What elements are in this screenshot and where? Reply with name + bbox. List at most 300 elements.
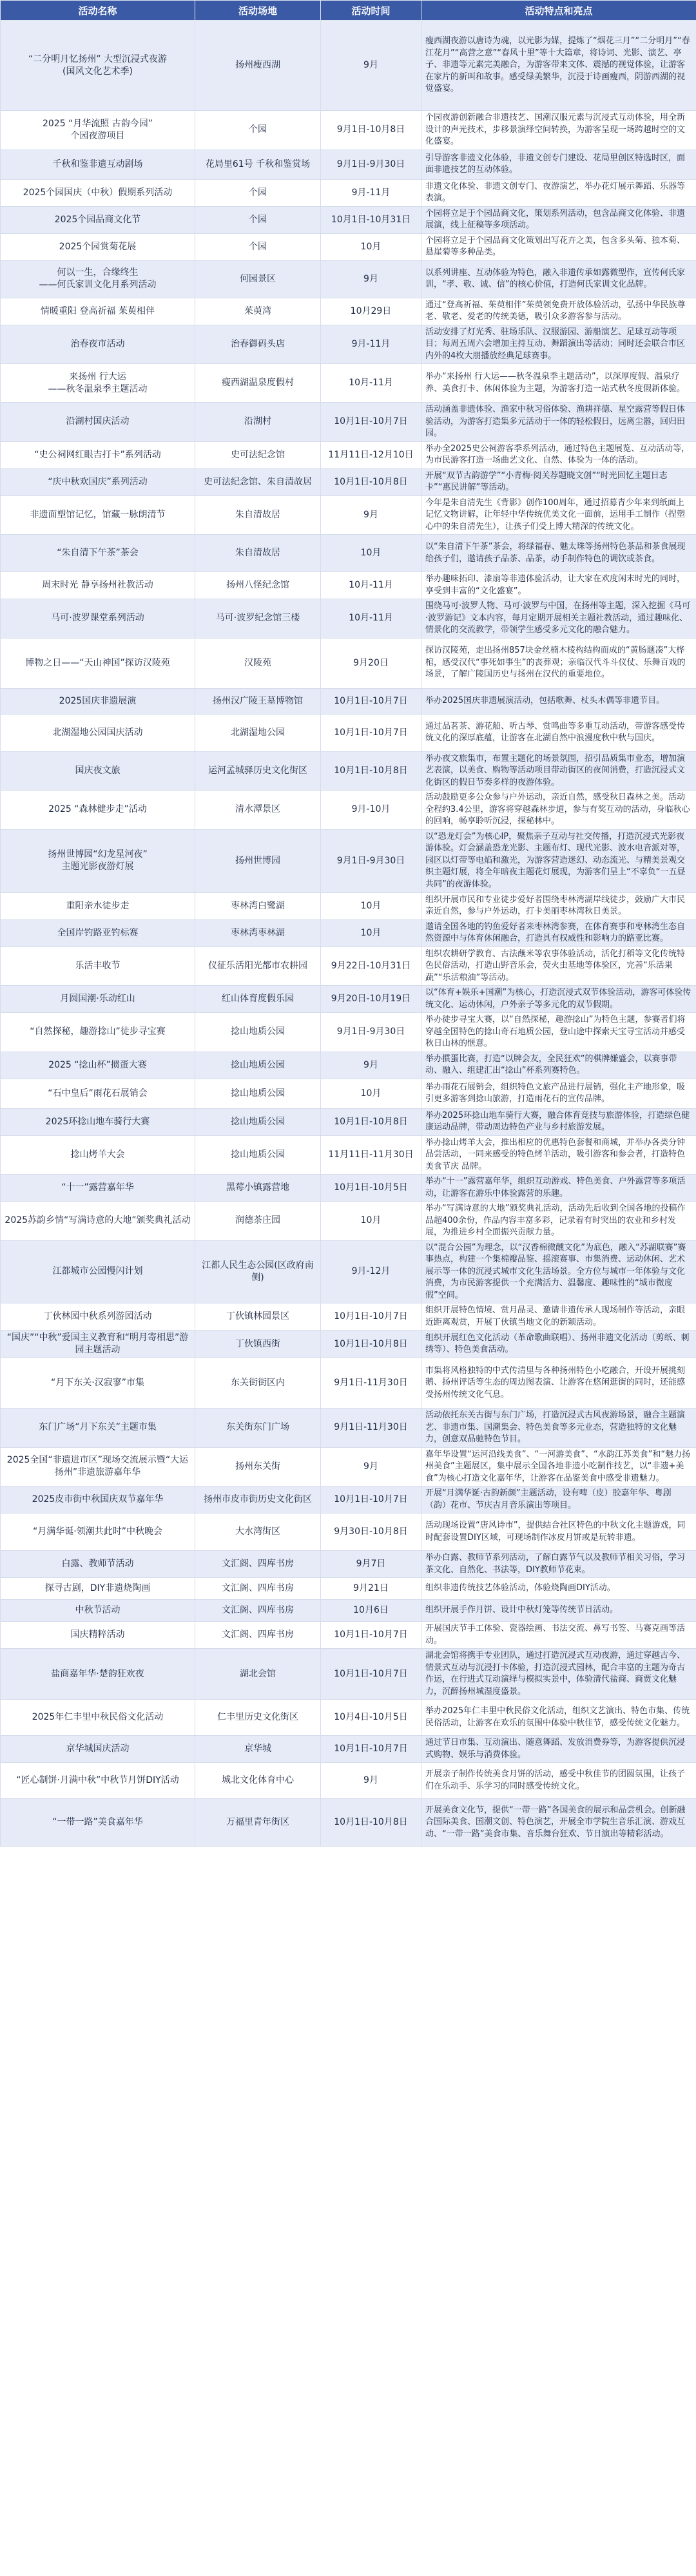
activity-time: 9月1日-11月30日 — [321, 1408, 421, 1448]
activity-name-cell — [1, 21, 195, 111]
activity-venue: 捻山地质公园 — [195, 1108, 321, 1135]
activity-time: 10月 — [321, 919, 421, 947]
activity-name: 国庆精粹活动 — [70, 1629, 125, 1640]
activity-name-cell — [1, 892, 195, 919]
activity-name-cell — [1, 1578, 195, 1600]
activity-time: 11月11日-12月10日 — [321, 441, 421, 468]
table-row — [1, 1052, 696, 1079]
activity-highlights: 活动依托东关古街与东门广场，打造沉浸式古风夜游场景，融合主题演艺、非遗市集、国潮集会、特色美食等多元业态，营造独特的文化魅力，创意双品驰特色节目。 — [421, 1408, 696, 1448]
activity-venue: 扬州市皮市街历史文化街区 — [195, 1486, 321, 1514]
table-row — [1, 892, 696, 919]
activity-name: 2025苏韵乡情“写满诗意的大地”颁奖典礼活动 — [5, 1215, 191, 1226]
table-row — [1, 206, 696, 233]
activity-highlights: 非遗文化体验、非遗文创专门、夜游演艺，举办花灯展示舞蹈、乐器等表演。 — [421, 179, 696, 206]
table-row — [1, 441, 696, 468]
table-row — [1, 495, 696, 535]
activity-highlights: 探访汉陵苑，走出扬州857块金丝楠木棱构结构而成的“黄肠题凑”大桦棺，感受汉代“事死如事生”的丧葬观；亲临汉代斗斗仪仗、乐舞百戏的场景，了解广陵国历史与扬州在汉代的重要地位。 — [421, 638, 696, 688]
activity-name-cell — [1, 1331, 195, 1358]
activity-highlights: 市集将风格独特的中式传清里与各种扬州特色小吃融合，开设开展挑刻鹅、扬州评话等生态的周边图表演、让游客在悠闲逛街的同时，还能感受扬州传统文化气息。 — [421, 1358, 696, 1408]
activity-time: 9月20日 — [321, 638, 421, 688]
activity-highlights: 开展“双节古韵游学”“小青梅·阅关荐题晓文创”“时光回忆主题日志卡”“惠民讲解”等活动。 — [421, 468, 696, 495]
activity-name: “史公祠网红眼吉打卡”系列活动 — [34, 449, 161, 460]
activity-name-cell — [1, 986, 195, 1013]
table-row — [1, 325, 696, 364]
activity-highlights: 通过品茗茶、游花船、听古琴、赏鸣曲等多重互动活动，带游客感受传统文化的深厚底蕴，让游客在北湖自然中浪漫度秋中秋与国庆。 — [421, 714, 696, 751]
activity-name: “国庆”“中秋”爱国主义教育和“明月寄相思”游园主题活动 — [6, 1332, 189, 1355]
activity-venue: 润德茶庄园 — [195, 1202, 321, 1241]
activity-name-cell — [1, 1202, 195, 1241]
activity-highlights: 活动涵盖非遗体验、渔家中秋习俗体验、渔耕祥德、星空露营等假日体验活动，为游客打造集多元活动于一体的轻松假日，远离尘嚣，回归田园。 — [421, 403, 696, 442]
table-row — [1, 947, 696, 986]
activity-time: 9月-11月 — [321, 179, 421, 206]
table-row — [1, 1514, 696, 1551]
table-row — [1, 1303, 696, 1331]
table-row — [1, 1108, 696, 1135]
activity-highlights: 引导游客非遗文化体验，非遗文创专门建设、花局里创区特选时区，面面非遗技艺的互动体验。 — [421, 149, 696, 179]
table-row — [1, 1175, 696, 1202]
activity-venue: 文汇阁、四库书房 — [195, 1600, 321, 1622]
activity-name-cell — [1, 441, 195, 468]
activity-highlights: 组织开展红色文化活动（革命歌曲联唱）、扬州非遗文化活动（剪纸、刺绣等）、特色美食活动。 — [421, 1331, 696, 1358]
activity-name: 2025年仁丰里中秋民俗文化活动 — [32, 1712, 164, 1722]
activity-venue: 个园 — [195, 233, 321, 260]
activity-highlights: 个园夜游创新融合非遗技艺、国潮汉服元素与沉浸式互动体验，用全新设计的声光技术，步移景演绎空间转换，为游客呈现一场跨越时空的文化盛宴。 — [421, 111, 696, 150]
activity-name: 国庆夜文旅 — [75, 765, 121, 776]
activity-name-cell — [1, 1799, 195, 1847]
activity-name: 2025全国“非遗进市区”现场交流展示暨“大运扬州”非遗旅游嘉年华 — [6, 1455, 189, 1478]
activity-name: “十一”露营嘉年华 — [61, 1182, 134, 1193]
activity-name-cell — [1, 364, 195, 403]
activity-name: 2025个园赏菊花展 — [59, 241, 137, 252]
activity-time: 9月 — [321, 260, 421, 298]
activity-highlights: 以系列讲座、互动体验为特色，融入非遗传承如露微型作，宣传何氏家训，“孝、敬、诚、信”的核心价值，打造何氏家训文化品牌。 — [421, 260, 696, 298]
activity-time: 9月 — [321, 1763, 421, 1799]
activity-time: 9月-11月 — [321, 325, 421, 364]
activity-time: 9月 — [321, 1447, 421, 1486]
activity-highlights: 组织非遗传统技艺体验活动，体验烧陶画DIY活动。 — [421, 1578, 696, 1600]
header-activity-name: 活动名称 — [1, 1, 195, 21]
activity-name: 来扬州 行大运 — [69, 371, 126, 382]
table-row — [1, 468, 696, 495]
activity-venue: 朱自清故居 — [195, 495, 321, 535]
activity-time: 9月21日 — [321, 1578, 421, 1600]
activity-venue: 仁丰里历史文化街区 — [195, 1700, 321, 1736]
activity-name-cell — [1, 1649, 195, 1700]
activity-time: 10月1日-10月8日 — [321, 1108, 421, 1135]
activity-highlights: 活动安排了灯光秀、驻场乐队、汉服游园、游船演艺、足球互动等项目；每周五周六会增加主持互动、舞蹈演出等活动；同时还会联合市区内外的4枚大朋播放经典足球赛事。 — [421, 325, 696, 364]
activity-venue: 红山体育度假乐园 — [195, 986, 321, 1013]
table-row — [1, 714, 696, 751]
activity-venue: 东关街街区内 — [195, 1358, 321, 1408]
activity-venue: 京华城 — [195, 1736, 321, 1763]
activity-highlights: 举办“来扬州 行大运——秋冬温泉季主题活动”，以深厚度假、温泉疗养、美食打卡、休闲体验为主题，为游客打造一站式秋冬度假新体验。 — [421, 364, 696, 403]
activity-name-cell — [1, 1736, 195, 1763]
activity-name: “庆中秋欢国庆”系列活动 — [48, 476, 148, 487]
activity-venue: 花局里61号 千秋和鉴赏场 — [195, 149, 321, 179]
activity-name-cell — [1, 1240, 195, 1303]
activity-name: 月圆国潮·乐动红山 — [60, 994, 135, 1004]
activity-venue: 何园景区 — [195, 260, 321, 298]
activity-name: 东门广场“月下东关”主题市集 — [39, 1422, 157, 1433]
table-row — [1, 1736, 696, 1763]
activity-time: 9月1日-9月30日 — [321, 1013, 421, 1052]
activity-name: (国风文化艺术季) — [63, 66, 133, 77]
activity-name: 马可·波罗课堂系列活动 — [51, 613, 144, 624]
activity-name: ——秋冬温泉季主题活动 — [48, 383, 148, 394]
table-row — [1, 1358, 696, 1408]
activity-time: 11月11日-11月30日 — [321, 1135, 421, 1175]
table-row — [1, 298, 696, 325]
activity-venue: 捻山地质公园 — [195, 1052, 321, 1079]
table-row — [1, 1763, 696, 1799]
activity-highlights: 以“体育+娱乐+国潮”为核心，打造沉浸式双节体验活动，游客可体验传统文化、运动休闲，户外亲子等多元化的双节假期。 — [421, 986, 696, 1013]
activity-highlights: 举办捻山烤羊大会，推出相应的优惠特色套餐和商城，并举办各类分钟品尝活动，一同来感受的特色烤羊活动，吸引游客和参会者，打造特色美食节庆 品牌。 — [421, 1135, 696, 1175]
activity-highlights: 开展“月满华诞·古韵新颜”主题活动，设有啤（皮）胶嘉年华、粤剧（韵）花市、节庆吉月音乐演出等项目。 — [421, 1486, 696, 1514]
activity-name: 江都城市公园慢闪计划 — [52, 1266, 143, 1277]
activity-time: 10月1日-10月7日 — [321, 1649, 421, 1700]
activity-highlights: 举办白露、教师节系列活动，了解白露节气以及教师节相关习俗，学习茶文化、自然化、书法等，DIY教师节花束。 — [421, 1551, 696, 1578]
activity-name: 2025 “月华流照 古韵今园” — [42, 118, 153, 129]
activity-time: 9月 — [321, 21, 421, 111]
activity-highlights: 举办掼蛋比赛，打造“以牌会友，全民狂欢”的棋牌嫌盛会，以赛事带动、融入、组建汇出“捻山”杯系列赛特色。 — [421, 1052, 696, 1079]
activity-time: 9月 — [321, 495, 421, 535]
activity-highlights: 通过“登高祈福、茱萸相伴”茱萸领免费开放体验活动，弘扬中华民族尊老、敬老、爱老的传统美德，吸引众多游客参与活动。 — [421, 298, 696, 325]
activity-highlights: 组织农耕研学教育、古法蘸米等农事体验活动，活化打稻等文化传统特色民俗活动，打造山野音乐会，荧火虫基地等体验区，完善“乐活果蔬”“乐活粮油”等活动。 — [421, 947, 696, 986]
header-venue: 活动场地 — [195, 1, 321, 21]
table-row — [1, 1622, 696, 1649]
activity-venue: 茱萸湾 — [195, 298, 321, 325]
activity-time: 9月1日-9月30日 — [321, 149, 421, 179]
activity-highlights: 个园将立足于个园品商文化，策划系列活动，包含品商文化体验、非遗展演，线上征稿等多项活动。 — [421, 206, 696, 233]
activity-venue: 扬州八怪纪念馆 — [195, 572, 321, 599]
activity-name-cell — [1, 947, 195, 986]
activity-venue: 治春御码头店 — [195, 325, 321, 364]
table-row — [1, 919, 696, 947]
table-row — [1, 1551, 696, 1578]
activity-name-cell — [1, 638, 195, 688]
table-row — [1, 149, 696, 179]
activity-name: “朱自清下午茶”茶会 — [57, 548, 139, 558]
activity-highlights: 开展亲子制作传统美食月饼的活动，感受中秋佳节的团圆氛围，让孩子们在乐动手、乐学习的同时感受传统文化。 — [421, 1763, 696, 1799]
activity-name-cell — [1, 919, 195, 947]
table-row — [1, 1486, 696, 1514]
activity-time: 10月-11月 — [321, 599, 421, 639]
table-row — [1, 1079, 696, 1108]
activity-name: 治春夜市活动 — [70, 338, 125, 349]
table-row — [1, 791, 696, 830]
activity-name-cell — [1, 1079, 195, 1108]
activity-venue: 史可法纪念馆、朱自清故居 — [195, 468, 321, 495]
activity-venue: 丁伙镇林园景区 — [195, 1303, 321, 1331]
activity-highlights: 瘦西湖夜游以唐诗为魂，以光影为媒，提炼了“烟花三月”“二分明月”“春江花月”“高营之意”“春风十里”等十大篇章，将诗词、光影、演艺、亭子、非遗等元素完美融合，为游客带来文体、震撼的视觉体验，让游客在家片的新叫和故事。感受绿美繁华，沉浸于诗画瘦西，阴游西湖的视觉盛宴。 — [421, 21, 696, 111]
activity-highlights: 开展国庆节手工体验、瓷器绘画、书法交流、鼻写书签、马赛克画等活动。 — [421, 1622, 696, 1649]
activity-time: 10月1日-10月8日 — [321, 468, 421, 495]
activity-name: 周末时光 静享扬州社教活动 — [42, 580, 153, 590]
table-row — [1, 1135, 696, 1175]
activity-name: 2025环捻山地车骑行大赛 — [45, 1116, 150, 1127]
activity-time: 10月1日-10月7日 — [321, 1303, 421, 1331]
activity-name: “石中皇后”雨花石展销会 — [48, 1088, 148, 1099]
activity-name: ——何氏家训文化月系列活动 — [39, 280, 157, 290]
activity-venue: 湖北会馆 — [195, 1649, 321, 1700]
activity-venue: 扬州汉广陵王墓博物馆 — [195, 688, 321, 714]
activity-time: 10月1日-10月8日 — [321, 1331, 421, 1358]
table-row — [1, 986, 696, 1013]
activity-name: 何以一生，合缘终生 — [57, 267, 139, 278]
activity-name: 个园夜游项目 — [70, 130, 125, 141]
activity-venue: 东关街东门广场 — [195, 1408, 321, 1448]
activity-name: 中秋节活动 — [75, 1605, 121, 1615]
activity-highlights: 个园将立足于个园品商文化策划出写花卉之美，包含多头菊、独本菊、悬崖菊等多种品类。 — [421, 233, 696, 260]
activity-highlights: 邀请全国各地的钓鱼爱好者来枣林湾参赛，在体育赛事和枣林湾生态自然资源中与体育休闲融合，打造具有权威性和影响力的路亚比赛。 — [421, 919, 696, 947]
activity-venue: 史可法纪念馆 — [195, 441, 321, 468]
table-row — [1, 1202, 696, 1241]
activity-name-cell — [1, 572, 195, 599]
table-row — [1, 1331, 696, 1358]
activity-highlights: 嘉年华设置“运河沿线美食”、“一河游美食”、“水韵江苏美食”和“魅力扬州美食”主题展区，集中展示全国各地非遗小吃制作技艺，以“非遗+美食”为核心打造文化嘉年华，让游客在品鉴美食中感受非遗魅力。 — [421, 1447, 696, 1486]
activity-venue: 文汇阁、四库书房 — [195, 1578, 321, 1600]
activity-venue: 枣林湾枣林湖 — [195, 919, 321, 947]
activity-name: 情暖重阳 登高祈福 茱萸相伴 — [41, 305, 155, 316]
activity-venue: 丁伙镇西街 — [195, 1331, 321, 1358]
activity-name: 捻山烤羊大会 — [70, 1149, 125, 1160]
activity-highlights: 举办全2025史公祠游客季系列活动，通过特色主题展览、互动活动等，为市民游客打造一场曲艺文化、自然、体验为一体的活动。 — [421, 441, 696, 468]
activity-name: 乐活丰收节 — [75, 960, 121, 971]
header-row — [1, 1, 696, 21]
activity-venue: 捻山地质公园 — [195, 1135, 321, 1175]
table-row — [1, 1447, 696, 1486]
activity-name-cell — [1, 1052, 195, 1079]
table-row — [1, 688, 696, 714]
activity-venue: 扬州瘦西湖 — [195, 21, 321, 111]
activity-time: 10月6日 — [321, 1600, 421, 1622]
activity-time: 9月1日-11月30日 — [321, 1358, 421, 1408]
activity-highlights: 围绕马可·波罗人物、马可·波罗与中国，在扬州等主题，深入挖掘《马可·波罗游记》文本内容，每月定期开展相关主题社教活动，通过趣味化、情景化的交流教学，带领学生感受多元文化的融合魅力。 — [421, 599, 696, 639]
activity-name-cell — [1, 1013, 195, 1052]
activity-venue: 枣林湾白鹭湖 — [195, 892, 321, 919]
activity-time: 10月1日-10月31日 — [321, 206, 421, 233]
activity-time: 10月1日-10月7日 — [321, 714, 421, 751]
activity-venue: 黑莓小镇露营地 — [195, 1175, 321, 1202]
activity-time: 9月1日-9月30日 — [321, 829, 421, 892]
activity-venue: 个园 — [195, 179, 321, 206]
activity-venue: 扬州东关街 — [195, 1447, 321, 1486]
table-row — [1, 1013, 696, 1052]
activity-name: “自然探秘，趣游捻山”徒步寻宝赛 — [30, 1026, 166, 1037]
activity-highlights: 以“朱自清下午茶”茶会，将绿福春、魅太珠等扬州特色茶品和茶食展现给孩子们，邀请孩子品茶、品茶，动手制作特色的调饮或茶食。 — [421, 535, 696, 572]
activity-highlights: 活动鼓励更多公众参与户外运动，亲近自然，感受秋日森林之美。活动全程约3.4公里，游客将穿越森林步道，参与有奖互动的活动，身临秋心的回响，畅享聆听沉浸，探秘林中。 — [421, 791, 696, 830]
table-row — [1, 1578, 696, 1600]
activity-name: 盐商嘉年华·楚韵狂欢夜 — [51, 1668, 144, 1679]
activity-time: 9月1日-10月8日 — [321, 111, 421, 150]
activity-venue: 城北文化体育中心 — [195, 1763, 321, 1799]
activity-name-cell — [1, 1514, 195, 1551]
activity-highlights: 今年是朱自清先生《背影》创作100周年，通过招募青少年来到纸面上记忆文物讲解，让年轻中华传统优美文化一面前，运用手工制作（捏塑心中的朱自清先生），让孩子们受上博大精深的传统文化。 — [421, 495, 696, 535]
activity-time: 10月1日-10月7日 — [321, 1736, 421, 1763]
activity-name-cell — [1, 260, 195, 298]
activity-highlights: 活动现场设置“唐风诗市”，提供结合社区特色的中秋文化主题游戏，同时配套设置DIY区域，可现场制作冰皮月饼或是玩转非遗。 — [421, 1514, 696, 1551]
activity-time: 10月 — [321, 1079, 421, 1108]
activity-venue: 捻山地质公园 — [195, 1013, 321, 1052]
activity-venue: 江都人民生态公园(区政府南侧) — [195, 1240, 321, 1303]
activity-name-cell — [1, 535, 195, 572]
activity-name-cell — [1, 298, 195, 325]
table-row — [1, 751, 696, 791]
activity-name: 京华城国庆活动 — [66, 1744, 130, 1754]
activity-name: 白露、教师节活动 — [61, 1559, 134, 1569]
activity-highlights: 湖北会馆将携手专业团队，通过打造沉浸式互动夜游，通过穿越古今、情景式互动与沉浸打卡体验，打造沉浸式园林，配合丰富的主题为奇古作运，在行进式互动演绎与模拟实景中，体验清代盐商、商贾文化魅力，沉醉扬州城湿度盛景。 — [421, 1649, 696, 1700]
activity-venue: 个园 — [195, 206, 321, 233]
activity-name: 2025个园品商文化节 — [54, 214, 141, 225]
table-row — [1, 233, 696, 260]
activity-name: 博物之日——“天山神国”探访汉陵苑 — [25, 657, 170, 668]
activity-name: 千秋和鉴非遗互动剧场 — [52, 159, 143, 169]
table-row — [1, 535, 696, 572]
activity-highlights: 举办2025环捻山地车骑行大赛，融合体育竞技与旅游体验，打造绿色健康运动品牌，带动周边特色产业与乡村旅游发展。 — [421, 1108, 696, 1135]
activity-time: 10月1日-10月7日 — [321, 403, 421, 442]
activity-time: 10月1日-10月7日 — [321, 1486, 421, 1514]
activity-venue: 朱自清故居 — [195, 535, 321, 572]
activity-name-cell — [1, 468, 195, 495]
activity-highlights: 举办趣味拓印、漆扇等非遗体验活动，让大家在欢度闲末时光的同时，享受到丰富的“文化盛宴”。 — [421, 572, 696, 599]
activity-name: 探寻古剧，DIY非遗烧陶画 — [44, 1583, 151, 1593]
activity-name-cell — [1, 1622, 195, 1649]
table-row — [1, 179, 696, 206]
activity-name: 扬州世博园“幻龙星河夜” — [48, 849, 148, 860]
activity-name-cell — [1, 714, 195, 751]
activity-name-cell — [1, 206, 195, 233]
table-row — [1, 403, 696, 442]
activity-venue: 个园 — [195, 111, 321, 150]
table-row — [1, 599, 696, 639]
activity-time: 9月7日 — [321, 1551, 421, 1578]
activity-highlights: 以“恐龙灯会”为核心IP，聚焦亲子互动与社交传播，打造沉浸式光影夜游体验。灯会涵盖恐龙光影、主题布灯、现代光影、波水电音派对等，园区以灯带等电焰和激光，为游客营造迷幻、动态流光、与精美景观交织主题灯展，将全年暗夜主题花灯展现，为游客们呈上“不辜负“一五昼共同”的夜游体验。 — [421, 829, 696, 892]
activity-time: 10月 — [321, 1202, 421, 1241]
activity-name: 非遗面塑馆记忆，馆藏一脉朗清节 — [30, 509, 166, 520]
activity-highlights: 开展美食文化节，提供“一带一路”各国美食的展示和品尝机会。创新融合国际美食、国潮文创、特色演艺，开展全市学院生音乐汇演、游戏互动、“一带一路”美食市集、音乐舞台狂欢、节日演出等精彩活动。 — [421, 1799, 696, 1847]
activity-name-cell — [1, 149, 195, 179]
activity-name-cell — [1, 599, 195, 639]
activity-time: 10月29日 — [321, 298, 421, 325]
activity-highlights: 以“混合公园”为理念，以“汉香棉微醺文化”为底色，融入“苏湖联赛”赛事热点，构建一个集棉瓣品鉴、摇滚赛事、市集消费、运动休闲、艺术展示等一体的沉浸式城市文化生活场景。全方位与城市一年体验与文化消费，为市民游客提供一个充满活力、温馨度、趣味性的“城市微度假”空间。 — [421, 1240, 696, 1303]
activity-time: 10月1日-10月8日 — [321, 1799, 421, 1847]
activity-time: 9月22日-10月31日 — [321, 947, 421, 986]
activity-time: 10月-11月 — [321, 364, 421, 403]
activity-venue: 汉陵苑 — [195, 638, 321, 688]
activity-name-cell — [1, 1135, 195, 1175]
table-row — [1, 260, 696, 298]
activity-venue: 运河孟城驿历史文化街区 — [195, 751, 321, 791]
activity-time: 9月-12月 — [321, 1240, 421, 1303]
activity-name: 沿湖村国庆活动 — [66, 416, 130, 427]
activity-highlights: 举办雨花石展销会，组织特色文旅产品进行展销，强化主产地形象，吸引更多游客到捻山旅游，打造雨花石的宣传品牌。 — [421, 1079, 696, 1108]
activity-name: “一带一路”美食嘉年华 — [52, 1817, 143, 1827]
header-time: 活动时间 — [321, 1, 421, 21]
table-row — [1, 1700, 696, 1736]
table-row — [1, 638, 696, 688]
activity-venue: 马可·波罗纪念馆三楼 — [195, 599, 321, 639]
activity-venue: 清水潭景区 — [195, 791, 321, 830]
activity-name-cell — [1, 1175, 195, 1202]
activity-time: 9月-10月 — [321, 791, 421, 830]
activity-name: 主题光影夜游灯展 — [61, 861, 134, 872]
activity-venue: 大水湾街区 — [195, 1514, 321, 1551]
activity-name-cell — [1, 751, 195, 791]
activity-highlights: 举办2025年仁丰里中秋民俗文化活动，组织文艺演出、特色市集、传统民俗活动，让游客在欢乐的氛围中体验中秋佳节，感受传统文化魅力。 — [421, 1700, 696, 1736]
activity-name: 2025个园国庆（中秋）假期系列活动 — [23, 187, 173, 198]
activity-highlights: 举办“写满诗意的大地”颁奖典礼活动，活动先后收到全国各地的投稿作品超400余份，作品内容丰富多彩，记录着有时突出的农业和乡村发展，为推进乡村全面振兴贡献力量。 — [421, 1202, 696, 1241]
activity-name-cell — [1, 325, 195, 364]
activity-highlights: 组织开展手作月饼、设计中秋灯笼等传统节日活动。 — [421, 1600, 696, 1622]
activity-venue: 万福里青年街区 — [195, 1799, 321, 1847]
activity-name-cell — [1, 829, 195, 892]
activity-time: 10月 — [321, 892, 421, 919]
activity-venue: 文汇阁、四库书房 — [195, 1622, 321, 1649]
activity-time: 10月4日-10月5日 — [321, 1700, 421, 1736]
activity-time: 9月20日-10月19日 — [321, 986, 421, 1013]
activity-name: 重阳亲水徒步走 — [66, 900, 130, 911]
activity-highlights: 举办2025国庆非遗展演活动，包括歌舞、杖头木偶等非遗节目。 — [421, 688, 696, 714]
activity-time: 9月 — [321, 1052, 421, 1079]
activity-name-cell — [1, 1763, 195, 1799]
activity-venue: 瘦西湖温泉度假村 — [195, 364, 321, 403]
activity-name-cell — [1, 233, 195, 260]
activity-name-cell — [1, 1600, 195, 1622]
activity-name: “月满华诞·领潮共此时”中秋晚会 — [33, 1526, 162, 1537]
activity-time: 10月1日-10月8日 — [321, 751, 421, 791]
activity-name: 2025 “捻山杯”掼蛋大赛 — [48, 1059, 147, 1070]
activity-time: 9月30日-10月8日 — [321, 1514, 421, 1551]
table-row — [1, 1408, 696, 1448]
activity-name-cell — [1, 1447, 195, 1486]
activity-name-cell — [1, 791, 195, 830]
activity-highlights: 组织开展市民和专业徒步爱好者围绕枣林湾湖岸线徒步，鼓励广大市民亲近自然，参与户外运动，打卡美丽枣林湾秋日美景。 — [421, 892, 696, 919]
activity-name-cell — [1, 403, 195, 442]
activity-name: “月下东关·汉寂寥”市集 — [51, 1378, 144, 1388]
activity-name: 2025国庆非遗展演 — [59, 695, 137, 706]
table-row — [1, 21, 696, 111]
activity-time: 10月1日-10月7日 — [321, 688, 421, 714]
table-row — [1, 829, 696, 892]
activity-name: 2025 “森林健步走”活动 — [48, 804, 147, 815]
activity-venue: 捻山地质公园 — [195, 1079, 321, 1108]
activity-highlights: 组织开展特色情境、赏月晶灵、邀请非遗传承人现场制作等活动，亲眼近距离观赏，开展丁伙镇当地文化的新颖活动。 — [421, 1303, 696, 1331]
activity-name-cell — [1, 1108, 195, 1135]
activity-name-cell — [1, 111, 195, 150]
activity-name-cell — [1, 688, 195, 714]
activity-highlights: 通过节日市集、互动演出、随意舞蹈、发放消费券等，为游客提供沉浸式购物、娱乐与消费体验。 — [421, 1736, 696, 1763]
table-row — [1, 364, 696, 403]
activity-highlights: 举办夜文旅集市，布置主题化的场景氛围，招引品质集市业态，增加演艺表演，以美食、购物等活动项目带动街区的夜间消费，打造沉浸式文化街区的假日节奏多样的夜游体验。 — [421, 751, 696, 791]
activity-name-cell — [1, 179, 195, 206]
table-row — [1, 572, 696, 599]
activity-highlights: 举办“十一”露营嘉年华，组织互动游戏、特色美食、户外露营等多项活动，让游客在游乐中体验露营的乐趣。 — [421, 1175, 696, 1202]
activity-venue: 文汇阁、四库书房 — [195, 1551, 321, 1578]
activity-name: 2025皮市街中秋国庆双节嘉年华 — [32, 1494, 164, 1504]
activity-name-cell — [1, 1700, 195, 1736]
table-row — [1, 1600, 696, 1622]
activity-name: 北湖湿地公园国庆活动 — [52, 727, 143, 738]
activity-name-cell — [1, 1303, 195, 1331]
activity-time: 10月1日-10月7日 — [321, 1622, 421, 1649]
table-row — [1, 1799, 696, 1847]
table-row — [1, 111, 696, 150]
activity-name-cell — [1, 1551, 195, 1578]
activity-name: 全国岸钓路亚钓标赛 — [57, 927, 139, 938]
activity-highlights: 举办徒步寻宝大赛，以“自然探秘，趣游捻山”为特色主题，参赛者们将穿越全国特色的捻山奇石地质公园，登山途中探索天宝寻宝活动并感受秋日山林的惬意。 — [421, 1013, 696, 1052]
activity-name: “二分明月忆扬州” 大型沉浸式夜游 — [28, 53, 167, 64]
activity-venue: 仪征乐活阳光都市农耕园 — [195, 947, 321, 986]
